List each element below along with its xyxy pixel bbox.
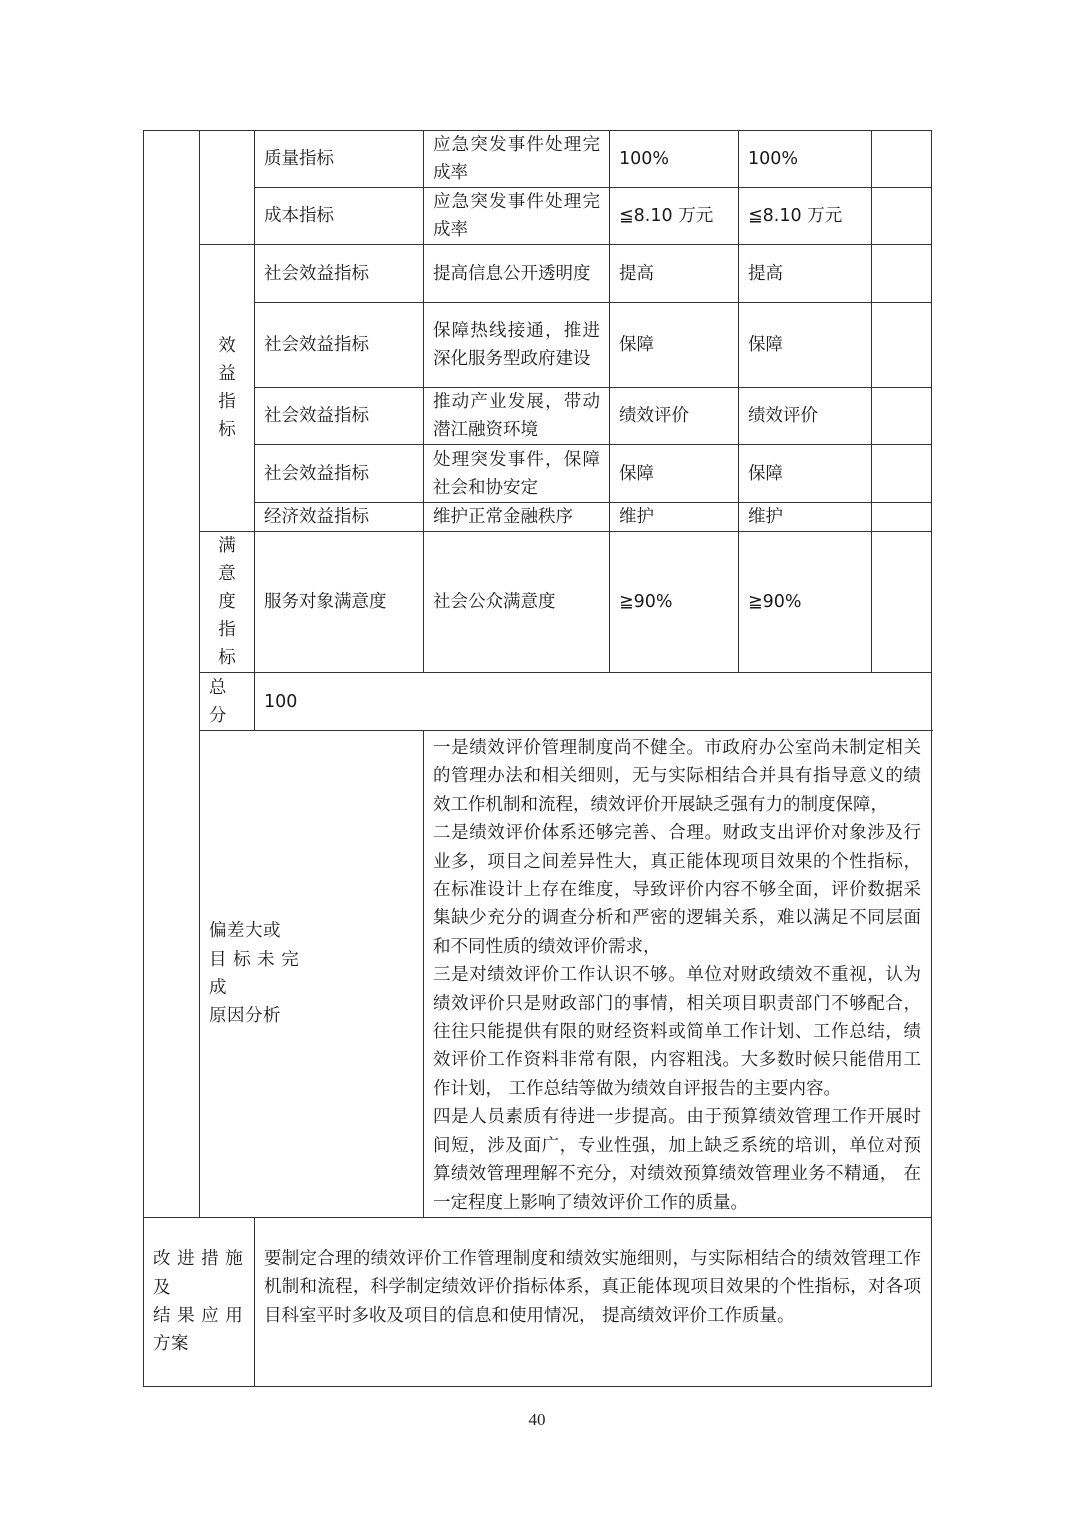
empty-cell	[872, 245, 932, 303]
table-row	[144, 445, 932, 503]
performance-table	[143, 130, 932, 1387]
content-cell: 社会公众满意度	[424, 532, 610, 673]
actual-cell: 提高	[739, 245, 872, 303]
indicator-cell: 社会效益指标	[255, 245, 424, 303]
improvement-content	[255, 1217, 932, 1386]
content-cell: 推动产业发展，带动潜江融资环境	[424, 388, 610, 445]
indicator-cell: 社会效益指标	[255, 303, 424, 388]
content-cell: 应急突发事件处理完成率	[424, 131, 610, 188]
empty-cell	[872, 388, 932, 445]
target-cell: 维护	[610, 503, 739, 532]
target-cell: ≧90%	[610, 532, 739, 673]
indicator-cell: 社会效益指标	[255, 388, 424, 445]
table-row	[144, 303, 932, 388]
category-cell-continued	[144, 131, 200, 1218]
empty-cell	[872, 131, 932, 188]
content-cell: 处理突发事件，保障社会和协安定	[424, 445, 610, 503]
content-cell: 维护正常金融秩序	[424, 503, 610, 532]
improvement-paragraph: 要制定合理的绩效评价工作管理制度和绩效实施细则，与实际相结合的绩效管理工作机制和流程，科学制定绩效评价指标体系，真正能体现项目效果的个性指标，对各项目科室平时多收及项目的信息和使用情况， 提高绩效评价工作质量。	[264, 1248, 921, 1326]
target-cell: 保障	[610, 445, 739, 503]
empty-cell	[872, 303, 932, 388]
indicator-cell: 社会效益指标	[255, 445, 424, 503]
improvement-label: 改 进 措 施 及 结 果 应 用 方案	[144, 1217, 255, 1386]
target-cell: ≦8.10 万元	[610, 188, 739, 245]
table-row	[144, 503, 932, 532]
deviation-paragraph: 三是对绩效评价工作认识不够。单位对财政绩效不重视，认为绩效评价只是财政部门的事情，相关项目职责部门不够配合，往往只能提供有限的财经资料或简单工作计划、工作总结，绩效评价工作资料非常有限，内容粗浅。大多数时候只能借用工作计划， 工作总结等做为绩效自评报告的主要内容。	[433, 965, 921, 1099]
satisfaction-label-cell: 满意度指标	[200, 532, 255, 673]
content-cell: 保障热线接通，推进深化服务型政府建设	[424, 303, 610, 388]
deviation-content	[424, 731, 932, 1218]
total-score-row	[144, 673, 932, 731]
table-row	[144, 131, 932, 188]
indicator-cell: 质量指标	[255, 131, 424, 188]
actual-cell: 保障	[739, 303, 872, 388]
table-row	[144, 188, 932, 245]
target-cell: 绩效评价	[610, 388, 739, 445]
actual-cell: ≧90%	[739, 532, 872, 673]
target-cell: 100%	[610, 131, 739, 188]
page-number: 40	[528, 1410, 546, 1429]
empty-cell	[872, 445, 932, 503]
deviation-paragraph: 一是绩效评价管理制度尚不健全。市政府办公室尚未制定相关的管理办法和相关细则，无与实际相结合并具有指导意义的绩效工作机制和流程，绩效评价开展缺乏强有力的制度保障，	[433, 738, 921, 815]
target-cell: 提高	[610, 245, 739, 303]
indicator-cell: 服务对象满意度	[255, 532, 424, 673]
actual-cell: 绩效评价	[739, 388, 872, 445]
table-row	[144, 532, 932, 673]
output-label-cell-continued	[200, 131, 255, 245]
actual-cell: 保障	[739, 445, 872, 503]
actual-cell: ≦8.10 万元	[739, 188, 872, 245]
content-cell: 应急突发事件处理完成率	[424, 188, 610, 245]
empty-cell	[872, 503, 932, 532]
improvement-row	[144, 1217, 932, 1386]
table-row	[144, 245, 932, 303]
target-cell: 保障	[610, 303, 739, 388]
deviation-row	[144, 731, 932, 1218]
actual-cell: 100%	[739, 131, 872, 188]
indicator-cell: 成本指标	[255, 188, 424, 245]
table-row	[144, 388, 932, 445]
deviation-label: 偏差大或 目 标 未 完 成 原因分析	[200, 731, 424, 1218]
deviation-paragraph: 二是绩效评价体系还够完善、合理。财政支出评价对象涉及行业多，项目之间差异性大，真正能体现项目效果的个性指标，在标准设计上存在维度，导致评价内容不够全面，评价数据采集缺少充分的调查分析和严密的逻辑关系，难以满足不同层面和不同性质的绩效评价需求，	[433, 823, 921, 957]
content-cell: 提高信息公开透明度	[424, 245, 610, 303]
empty-cell	[872, 188, 932, 245]
benefit-label-cell: 效益指标	[200, 245, 255, 532]
actual-cell: 维护	[739, 503, 872, 532]
total-score-value: 100	[255, 673, 932, 731]
indicator-cell: 经济效益指标	[255, 503, 424, 532]
empty-cell	[872, 532, 932, 673]
total-score-label: 总分	[200, 673, 255, 731]
deviation-paragraph: 四是人员素质有待进一步提高。由于预算绩效管理工作开展时间短，涉及面广，专业性强，加上缺乏系统的培训，单位对预算绩效管理理解不充分，对绩效预算绩效管理业务不精通， 在一定程度上影响了绩效评价工作的质量。	[433, 1107, 921, 1213]
